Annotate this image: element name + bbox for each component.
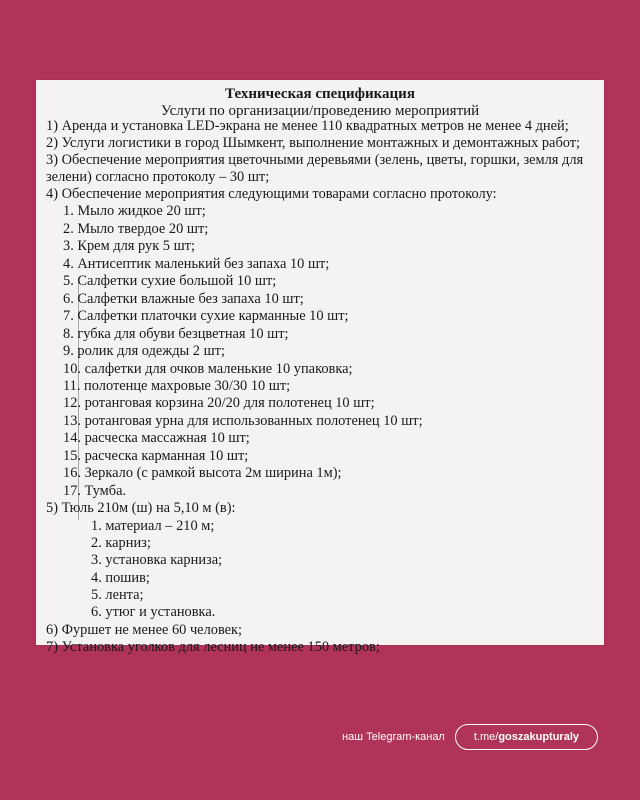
- spec-line: 6. утюг и установка.: [91, 604, 216, 620]
- spec-line: 15. расческа карманная 10 шт;: [63, 448, 249, 464]
- link-handle: goszakupturaly: [498, 731, 579, 743]
- spec-line: 6. Салфетки влажные без запаха 10 шт;: [63, 291, 304, 307]
- telegram-caption: наш Telegram-канал: [342, 731, 445, 743]
- link-prefix: t.me/: [473, 731, 499, 743]
- spec-line: 3) Обеспечение мероприятия цветочными деревьями (зелень, цветы, горшки, земля для: [46, 152, 584, 168]
- spec-line: 6) Фуршет не менее 60 человек;: [46, 622, 243, 638]
- document-subtitle: Услуги по организации/проведению мероприятий: [160, 103, 480, 119]
- spec-line: 10. салфетки для очков маленькие 10 упаковка;: [63, 361, 353, 377]
- spec-line: 2) Услуги логистики в город Шымкент, выполнение монтажных и демонтажных работ;: [46, 135, 581, 151]
- spec-line: 8. губка для обуви безцветная 10 шт;: [63, 326, 289, 342]
- spec-line: 2. Мыло твердое 20 шт;: [63, 221, 209, 237]
- spec-line: 4. пошив;: [91, 570, 150, 586]
- spec-line: 3. Крем для рук 5 шт;: [63, 238, 195, 254]
- spec-line: 2. карниз;: [91, 535, 151, 551]
- spec-line: 5) Тюль 210м (ш) на 5,10 м (в):: [46, 500, 236, 516]
- spec-line: 4. Антисептик маленький без запаха 10 шт;: [63, 256, 330, 272]
- spec-line: 17. Тумба.: [63, 483, 127, 499]
- spec-line: 13. ротанговая урна для использованных полотенец 10 шт;: [63, 413, 423, 429]
- spec-line: 5. лента;: [91, 587, 144, 603]
- spec-line: 9. ролик для одежды 2 шт;: [63, 343, 225, 359]
- spec-line: 7. Салфетки платочки сухие карманные 10 шт;: [63, 308, 349, 324]
- spec-line: 4) Обеспечение мероприятия следующими товарами согласно протоколу:: [46, 186, 497, 202]
- spec-line: 1. Мыло жидкое 20 шт;: [63, 203, 206, 219]
- spec-line: 11. полотенце махровые 30/30 10 шт;: [63, 378, 291, 394]
- telegram-link-button[interactable]: [455, 724, 598, 750]
- spec-line: 16. Зеркало (с рамкой высота 2м ширина 1м);: [63, 465, 342, 481]
- spec-line: 12. ротанговая корзина 20/20 для полотенец 10 шт;: [63, 395, 375, 411]
- specification-document: [36, 80, 604, 655]
- document-title: Техническая спецификация: [225, 86, 415, 102]
- footer: [342, 724, 598, 750]
- spec-line: 1) Аренда и установка LED-экрана не менее 110 квадратных метров не менее 4 дней;: [46, 118, 569, 134]
- spec-line: 3. установка карниза;: [91, 552, 223, 568]
- spec-line: зелени) согласно протоколу – 30 шт;: [46, 169, 270, 185]
- spec-line: 7) Установка уголков для лесниц не менее 150 метров;: [46, 639, 380, 655]
- spec-line: 14. расческа массажная 10 шт;: [63, 430, 250, 446]
- spec-line: 1. материал – 210 м;: [91, 518, 215, 534]
- spec-line: 5. Салфетки сухие большой 10 шт;: [63, 273, 277, 289]
